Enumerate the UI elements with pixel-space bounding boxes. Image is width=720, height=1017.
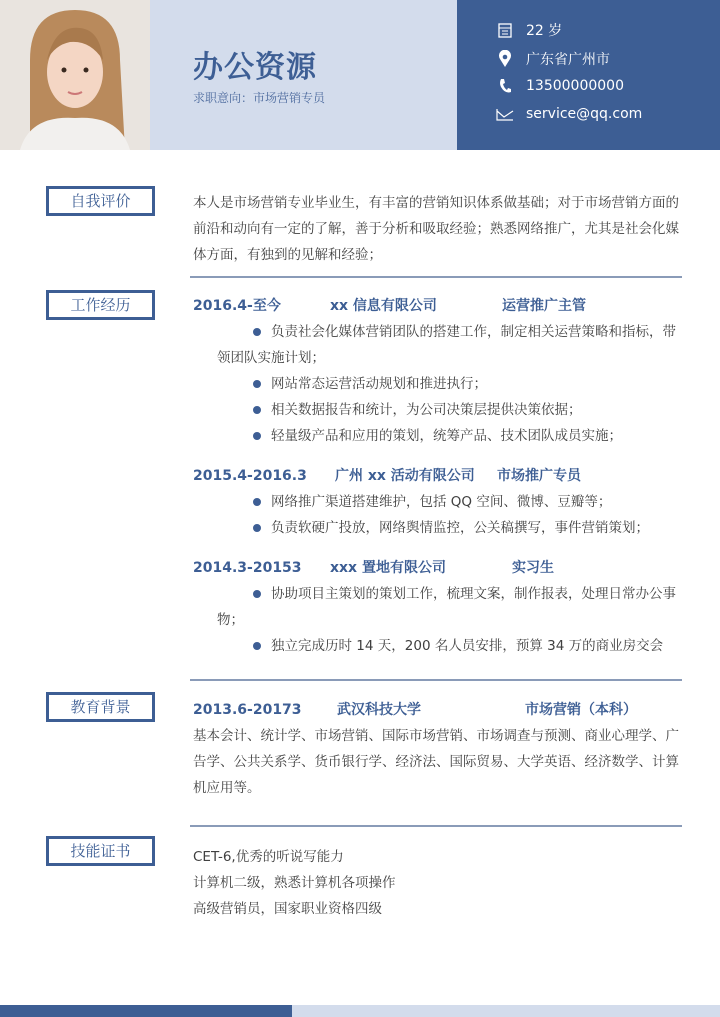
section-label-summary: 自我评价 [46,186,155,216]
work-date: 2015.4-2016.3 [193,468,307,484]
email: service@qq.com [526,106,643,122]
bullet-icon [253,432,261,440]
item-text: 网络推广渠道搭建维护，包括 QQ 空间、微博、豆瓣等； [271,494,612,510]
candidate-name: 办公资源 [193,50,317,85]
item-text: 轻量级产品和应用的策划，统筹产品、技术团队成员实施； [271,428,622,444]
work-date: 2014.3-20153 [193,560,302,576]
skill-item: 高级营销员，国家职业资格四级 [193,901,382,917]
profile-photo [0,0,150,150]
list-item [217,319,683,371]
contact-panel [457,0,720,150]
skill-item: 计算机二级，熟悉计算机各项操作 [193,875,396,891]
list-item [217,515,683,541]
phone-icon [495,77,515,95]
list-item [217,489,683,515]
location: 广东省广州市 [526,52,610,68]
email-row [495,105,642,123]
bullet-icon [253,524,261,532]
work-date: 2016.4-至今 [193,298,281,314]
divider [190,825,682,827]
section-label-education: 教育背景 [46,692,155,722]
education-entry [193,697,683,801]
bullet-icon [253,642,261,650]
item-text: 协助项目主策划的策划工作，梳理文案，制作报表，处理日常办公事物； [217,586,676,628]
bullet-icon [253,498,261,506]
bullet-icon [253,406,261,414]
item-text: 相关数据报告和统计，为公司决策层提供决策依据； [271,402,582,418]
list-item [217,397,683,423]
age: 22 岁 [526,23,563,39]
edu-school: 武汉科技大学 [337,702,421,718]
location-row [495,49,610,69]
calendar-icon [495,21,515,39]
mail-icon [495,105,515,123]
divider [190,276,682,278]
edu-major: 市场营销（本科） [525,702,637,718]
skills-list [193,844,683,922]
section-label-skills: 技能证书 [46,836,155,866]
work-entry [193,555,683,659]
header-name-panel [150,0,457,150]
location-pin-icon [495,50,515,68]
footer-bar-light [292,1005,720,1017]
age-row [495,20,562,40]
item-text: 负责软硬广投放，网络舆情监控，公关稿撰写，事件营销策划； [271,520,649,536]
footer-bar-dark [0,1005,292,1017]
work-company: xxx 置地有限公司 [330,560,446,576]
item-text: 独立完成历时 14 天，200 名人员安排，预算 34 万的商业房交会 [271,638,664,654]
work-role: 实习生 [512,560,554,576]
work-company: xx 信息有限公司 [330,298,437,314]
work-entry [193,293,683,449]
phone: 13500000000 [526,78,624,94]
bullet-icon [253,380,261,388]
item-text: 负责社会化媒体营销团队的搭建工作，制定相关运营策略和指标，带领团队实施计划； [217,324,676,366]
work-role: 市场推广专员 [497,468,581,484]
summary-text: 本人是市场营销专业毕业生，有丰富的营销知识体系做基础；对于市场营销方面的前沿和动向有一定的了解，善于分析和吸取经验；熟悉网络推广，尤其是社会化媒体方面，有独到的见解和经验； [193,195,679,263]
bullet-icon [253,328,261,336]
work-company: 广州 xx 活动有限公司 [335,468,475,484]
edu-courses: 基本会计、统计学、市场营销、国际市场营销、市场调查与预测、商业心理学、广告学、公共关系学、货币银行学、经济法、国际贸易、大学英语、经济数学、计算机应用等。 [193,728,679,796]
list-item [217,633,683,659]
list-item [217,581,683,633]
item-text: 网站常态运营活动规划和推进执行； [271,376,487,392]
work-role: 运营推广主管 [502,298,586,314]
edu-date: 2013.6-20173 [193,702,302,718]
list-item [217,423,683,449]
list-item [217,371,683,397]
divider [190,679,682,681]
skill-item: CET-6,优秀的听说写能力 [193,849,344,865]
phone-row [495,77,624,95]
work-entry [193,463,683,541]
bullet-icon [253,590,261,598]
section-label-work: 工作经历 [46,290,155,320]
job-intent: 求职意向：市场营销专员 [193,91,326,105]
